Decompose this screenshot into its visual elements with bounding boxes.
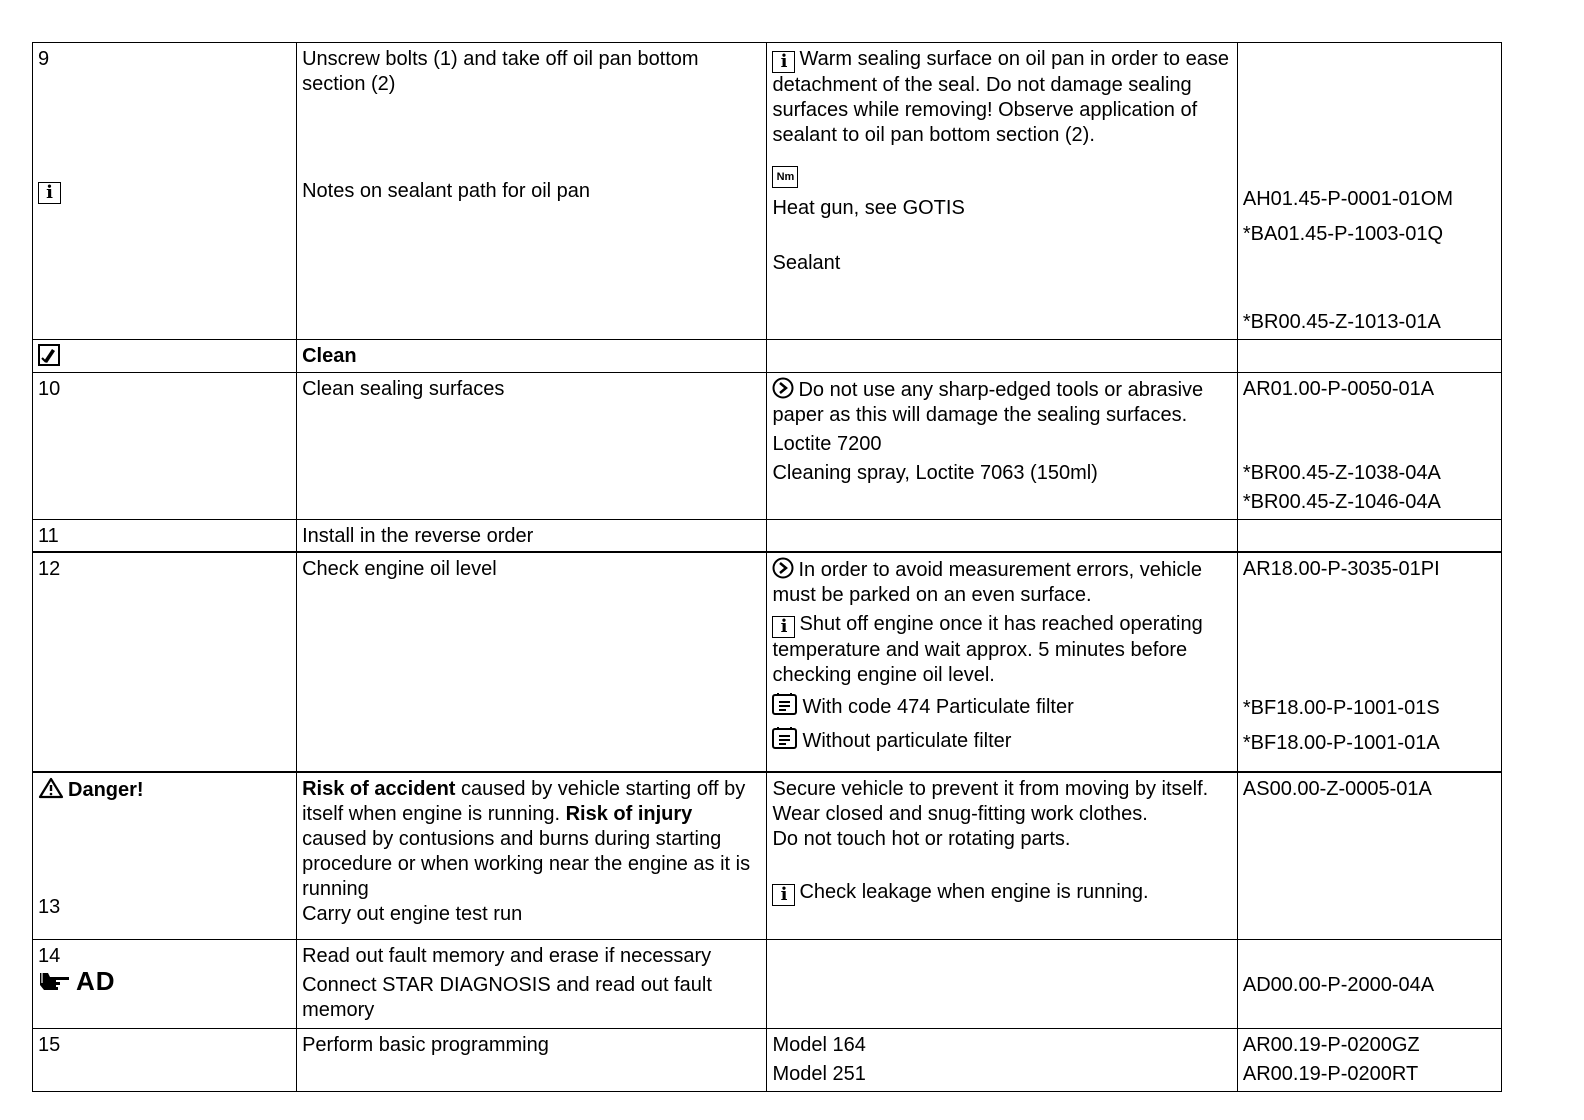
specification-icon — [772, 726, 798, 750]
measure-text: Do not touch hot or rotating parts. — [772, 828, 1071, 850]
section-label: Clean — [302, 345, 357, 367]
note-cell — [767, 340, 1237, 373]
reference-link[interactable]: AS00.00-Z-0005-01A — [1242, 778, 1432, 800]
action-cell — [297, 340, 767, 373]
table-row — [33, 1029, 1502, 1092]
action-cell — [297, 43, 767, 340]
model-text: Model 251 — [772, 1063, 866, 1085]
table-row — [33, 552, 1502, 772]
note-cell — [767, 940, 1237, 1029]
action-text: Perform basic programming — [302, 1034, 549, 1056]
reference-link[interactable]: AR18.00-P-3035-01PI — [1242, 558, 1440, 580]
table-row — [33, 940, 1502, 1029]
spec-text: Without particulate filter — [802, 730, 1012, 752]
reference-link[interactable]: AR00.19-P-0200GZ — [1242, 1034, 1420, 1056]
action-cell — [297, 520, 767, 553]
reference-link[interactable]: *BR00.45-Z-1038-04A — [1242, 462, 1441, 484]
step-number: 15 — [38, 1034, 61, 1056]
info-icon: i — [772, 51, 795, 73]
step-number: 14 — [38, 945, 61, 967]
cleaning-icon — [38, 344, 60, 366]
step-number: 10 — [38, 378, 61, 400]
reference-cell — [1237, 772, 1501, 940]
action-text: Clean sealing surfaces — [302, 378, 505, 400]
reference-cell — [1237, 373, 1501, 520]
reference-link[interactable]: AR00.19-P-0200RT — [1242, 1063, 1419, 1085]
step-cell — [33, 940, 297, 1029]
step-cell — [33, 1029, 297, 1092]
material-text: Cleaning spray, Loctite 7063 (150ml) — [772, 462, 1098, 484]
spec-text: With code 474 Particulate filter — [802, 696, 1074, 718]
info-icon: i — [772, 616, 795, 638]
pointing-hand-icon — [38, 969, 72, 991]
note-text: Do not use any sharp-edged tools or abrasive paper as this will damage the sealing surfaces. — [772, 379, 1204, 426]
step-number: 11 — [38, 525, 59, 547]
danger-label: Danger! — [68, 779, 144, 801]
step-number: 12 — [38, 558, 61, 580]
procedure-sheet — [32, 42, 1502, 1092]
risk-heading: Risk of accident — [302, 778, 456, 800]
reference-cell — [1237, 520, 1501, 553]
measure-text: Secure vehicle to prevent it from moving by itself. — [772, 778, 1209, 800]
action-cell — [297, 373, 767, 520]
reference-link[interactable]: *BR00.45-Z-1013-01A — [1242, 311, 1441, 333]
torque-nm-icon: Nm — [772, 166, 798, 188]
reference-link[interactable]: AH01.45-P-0001-01OM — [1242, 188, 1453, 210]
risk-text: caused by contusions and burns during starting procedure or when working near the engine as it is running — [302, 828, 751, 900]
note-cell — [767, 552, 1237, 772]
procedure-table — [32, 42, 1502, 1092]
note-text: Shut off engine once it has reached operating temperature and wait approx. 5 minutes before checking engine oil level. — [772, 613, 1203, 686]
note-text: Check leakage when engine is running. — [799, 881, 1149, 903]
table-row — [33, 373, 1502, 520]
table-row — [33, 520, 1502, 553]
step-cell — [33, 340, 297, 373]
warning-triangle-icon — [38, 777, 64, 799]
specification-icon — [772, 692, 798, 716]
action-text: Install in the reverse order — [302, 525, 534, 547]
action-cell — [297, 1029, 767, 1092]
action-text: Carry out engine test run — [302, 903, 523, 925]
step-cell — [33, 373, 297, 520]
action-text: Check engine oil level — [302, 558, 497, 580]
step-number: 13 — [38, 896, 61, 918]
reference-cell — [1237, 1029, 1501, 1092]
reference-cell — [1237, 940, 1501, 1029]
risk-text: caused by vehicle starting off by itself when engine is running. — [302, 778, 746, 825]
table-row — [33, 340, 1502, 373]
table-row — [33, 772, 1502, 940]
material-text: Loctite 7200 — [772, 433, 882, 455]
action-text: Unscrew bolts (1) and take off oil pan bottom section (2) — [302, 48, 699, 95]
info-icon: i — [38, 182, 61, 204]
note-cell — [767, 1029, 1237, 1092]
action-text: Read out fault memory and erase if necessary — [302, 945, 712, 967]
table-row — [33, 43, 1502, 340]
note-cell — [767, 43, 1237, 340]
note-circle-icon — [772, 377, 794, 399]
step-cell — [33, 552, 297, 772]
reference-link[interactable]: AR01.00-P-0050-01A — [1242, 378, 1435, 400]
step-number: 9 — [38, 48, 50, 70]
note-cell — [767, 373, 1237, 520]
reference-cell — [1237, 43, 1501, 340]
action-text: Connect STAR DIAGNOSIS and read out fault memory — [302, 974, 712, 1021]
step-cell — [33, 520, 297, 553]
reference-cell — [1237, 340, 1501, 373]
info-icon: i — [772, 884, 795, 906]
measure-text: Wear closed and snug-fitting work clothes. — [772, 803, 1148, 825]
note-text: In order to avoid measurement errors, vehicle must be parked on an even surface. — [772, 559, 1202, 606]
action-text: Notes on sealant path for oil pan — [302, 180, 591, 202]
note-cell — [767, 520, 1237, 553]
step-cell — [33, 772, 297, 940]
action-cell — [297, 552, 767, 772]
tool-text: Heat gun, see GOTIS — [772, 197, 965, 219]
model-text: Model 164 — [772, 1034, 866, 1056]
reference-link[interactable]: AD00.00-P-2000-04A — [1242, 974, 1435, 996]
reference-cell — [1237, 552, 1501, 772]
note-circle-icon — [772, 557, 794, 579]
note-cell — [767, 772, 1237, 940]
reference-link[interactable]: *BF18.00-P-1001-01A — [1242, 732, 1440, 754]
reference-link[interactable]: *BR00.45-Z-1046-04A — [1242, 491, 1441, 513]
reference-link[interactable]: *BA01.45-P-1003-01Q — [1242, 223, 1444, 245]
tool-text: Sealant — [772, 252, 841, 274]
step-cell — [33, 43, 297, 340]
risk-heading: Risk of injury — [565, 803, 693, 825]
reference-link[interactable]: *BF18.00-P-1001-01S — [1242, 697, 1440, 719]
action-cell — [297, 940, 767, 1029]
ad-label: AD — [76, 966, 116, 996]
note-text: Warm sealing surface on oil pan in order to ease detachment of the seal. Do not damage sealing surfaces while removing! Observe application of sealant to oil pan bottom section (2). — [772, 48, 1229, 146]
action-cell — [297, 772, 767, 940]
